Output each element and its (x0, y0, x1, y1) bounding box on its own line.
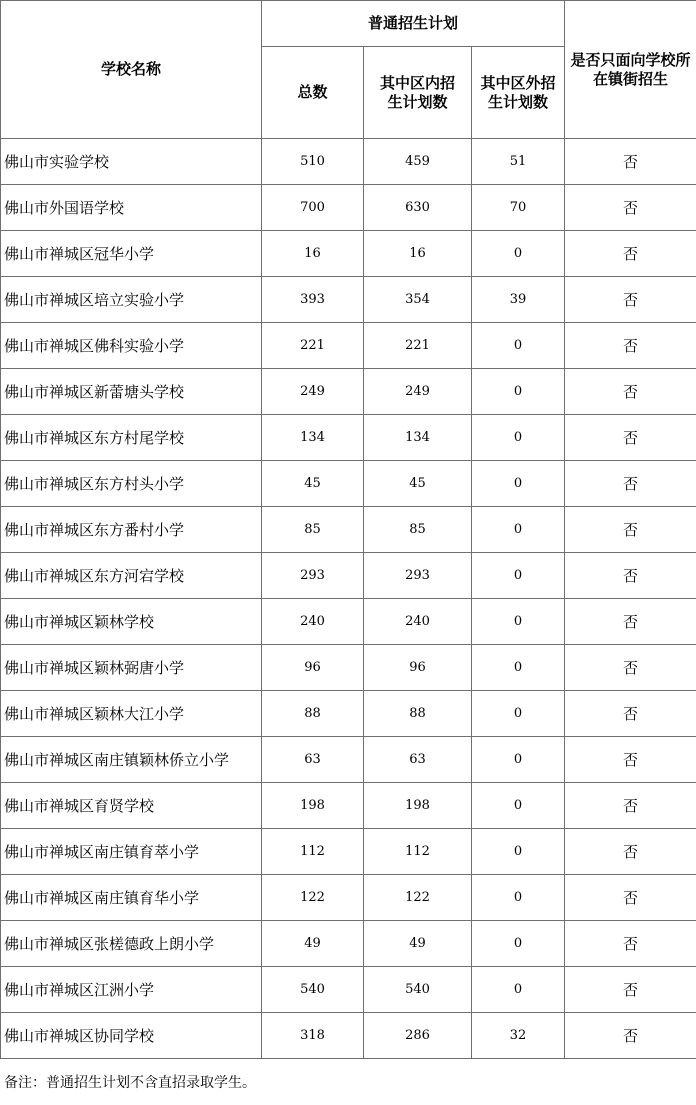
cell-school-name: 佛山市禅城区颖林学校 (1, 599, 262, 645)
cell-out-district: 70 (472, 185, 565, 231)
cell-school-name: 佛山市禅城区南庄镇颖林侨立小学 (1, 737, 262, 783)
cell-total: 122 (262, 875, 364, 921)
table-row (1, 185, 696, 231)
cell-total: 63 (262, 737, 364, 783)
cell-town-only: 否 (565, 461, 696, 507)
cell-town-only: 否 (565, 691, 696, 737)
cell-total: 198 (262, 783, 364, 829)
cell-out-district: 0 (472, 461, 565, 507)
cell-in-district: 249 (364, 369, 472, 415)
cell-town-only: 否 (565, 323, 696, 369)
cell-in-district: 630 (364, 185, 472, 231)
cell-school-name: 佛山市外国语学校 (1, 185, 262, 231)
cell-out-district: 0 (472, 231, 565, 277)
table-row (1, 967, 696, 1013)
table-row (1, 921, 696, 967)
header-plan-group: 普通招生计划 (262, 1, 565, 47)
header-in-district: 其中区内招生计划数 (364, 47, 472, 139)
cell-town-only: 否 (565, 553, 696, 599)
cell-total: 510 (262, 139, 364, 185)
cell-in-district: 286 (364, 1013, 472, 1059)
table-row (1, 829, 696, 875)
table-row (1, 645, 696, 691)
cell-total: 221 (262, 323, 364, 369)
cell-school-name: 佛山市禅城区新蕾塘头学校 (1, 369, 262, 415)
cell-school-name: 佛山市禅城区张槎德政上朗小学 (1, 921, 262, 967)
cell-school-name: 佛山市禅城区颖林大江小学 (1, 691, 262, 737)
cell-town-only: 否 (565, 277, 696, 323)
cell-town-only: 否 (565, 875, 696, 921)
cell-town-only: 否 (565, 139, 696, 185)
cell-in-district: 459 (364, 139, 472, 185)
cell-out-district: 0 (472, 967, 565, 1013)
cell-total: 393 (262, 277, 364, 323)
cell-school-name: 佛山市禅城区育贤学校 (1, 783, 262, 829)
cell-out-district: 51 (472, 139, 565, 185)
cell-in-district: 88 (364, 691, 472, 737)
table-row (1, 599, 696, 645)
cell-total: 318 (262, 1013, 364, 1059)
cell-school-name: 佛山市禅城区东方村尾学校 (1, 415, 262, 461)
cell-town-only: 否 (565, 921, 696, 967)
cell-in-district: 112 (364, 829, 472, 875)
cell-school-name: 佛山市禅城区东方村头小学 (1, 461, 262, 507)
cell-total: 240 (262, 599, 364, 645)
cell-in-district: 96 (364, 645, 472, 691)
cell-in-district: 122 (364, 875, 472, 921)
cell-town-only: 否 (565, 231, 696, 277)
cell-school-name: 佛山市禅城区东方河宕学校 (1, 553, 262, 599)
cell-in-district: 540 (364, 967, 472, 1013)
cell-out-district: 0 (472, 829, 565, 875)
cell-town-only: 否 (565, 645, 696, 691)
cell-in-district: 16 (364, 231, 472, 277)
cell-total: 540 (262, 967, 364, 1013)
cell-town-only: 否 (565, 829, 696, 875)
cell-school-name: 佛山市禅城区佛科实验小学 (1, 323, 262, 369)
table-row (1, 783, 696, 829)
cell-out-district: 0 (472, 691, 565, 737)
table-row (1, 461, 696, 507)
cell-town-only: 否 (565, 967, 696, 1013)
table-row (1, 369, 696, 415)
cell-total: 293 (262, 553, 364, 599)
table-body (1, 139, 696, 1059)
cell-school-name: 佛山市禅城区东方番村小学 (1, 507, 262, 553)
table-row (1, 691, 696, 737)
cell-town-only: 否 (565, 599, 696, 645)
cell-out-district: 0 (472, 645, 565, 691)
table-header (1, 1, 696, 139)
cell-town-only: 否 (565, 737, 696, 783)
cell-out-district: 0 (472, 323, 565, 369)
cell-town-only: 否 (565, 185, 696, 231)
table-row (1, 231, 696, 277)
cell-out-district: 0 (472, 921, 565, 967)
table-row (1, 323, 696, 369)
cell-in-district: 85 (364, 507, 472, 553)
header-school-name: 学校名称 (1, 1, 262, 139)
cell-school-name: 佛山市禅城区协同学校 (1, 1013, 262, 1059)
cell-total: 16 (262, 231, 364, 277)
cell-out-district: 0 (472, 599, 565, 645)
cell-school-name: 佛山市禅城区南庄镇育萃小学 (1, 829, 262, 875)
cell-total: 88 (262, 691, 364, 737)
cell-town-only: 否 (565, 783, 696, 829)
cell-total: 96 (262, 645, 364, 691)
cell-town-only: 否 (565, 1013, 696, 1059)
table-row (1, 277, 696, 323)
cell-in-district: 45 (364, 461, 472, 507)
cell-out-district: 0 (472, 875, 565, 921)
cell-in-district: 354 (364, 277, 472, 323)
footnote: 备注：普通招生计划不含直招录取学生。 (4, 1075, 256, 1091)
cell-out-district: 0 (472, 783, 565, 829)
cell-total: 134 (262, 415, 364, 461)
cell-in-district: 293 (364, 553, 472, 599)
cell-total: 45 (262, 461, 364, 507)
header-total: 总数 (262, 47, 364, 139)
header-out-district: 其中区外招生计划数 (472, 47, 565, 139)
table-row (1, 415, 696, 461)
cell-school-name: 佛山市禅城区冠华小学 (1, 231, 262, 277)
table-row (1, 507, 696, 553)
cell-total: 700 (262, 185, 364, 231)
cell-out-district: 32 (472, 1013, 565, 1059)
cell-in-district: 134 (364, 415, 472, 461)
cell-town-only: 否 (565, 415, 696, 461)
cell-out-district: 0 (472, 507, 565, 553)
cell-out-district: 39 (472, 277, 565, 323)
cell-total: 112 (262, 829, 364, 875)
cell-out-district: 0 (472, 415, 565, 461)
cell-school-name: 佛山市禅城区颖林弼唐小学 (1, 645, 262, 691)
table-row (1, 737, 696, 783)
table-row (1, 875, 696, 921)
cell-town-only: 否 (565, 369, 696, 415)
cell-school-name: 佛山市禅城区培立实验小学 (1, 277, 262, 323)
table-row (1, 1013, 696, 1059)
table-row (1, 553, 696, 599)
table-row (1, 139, 696, 185)
cell-in-district: 49 (364, 921, 472, 967)
cell-school-name: 佛山市禅城区江洲小学 (1, 967, 262, 1013)
cell-town-only: 否 (565, 507, 696, 553)
header-town-only: 是否只面向学校所在镇街招生 (565, 1, 696, 139)
cell-out-district: 0 (472, 737, 565, 783)
cell-in-district: 198 (364, 783, 472, 829)
cell-total: 49 (262, 921, 364, 967)
cell-total: 85 (262, 507, 364, 553)
cell-total: 249 (262, 369, 364, 415)
cell-in-district: 63 (364, 737, 472, 783)
cell-out-district: 0 (472, 369, 565, 415)
cell-school-name: 佛山市禅城区南庄镇育华小学 (1, 875, 262, 921)
cell-out-district: 0 (472, 553, 565, 599)
cell-in-district: 221 (364, 323, 472, 369)
cell-school-name: 佛山市实验学校 (1, 139, 262, 185)
cell-in-district: 240 (364, 599, 472, 645)
